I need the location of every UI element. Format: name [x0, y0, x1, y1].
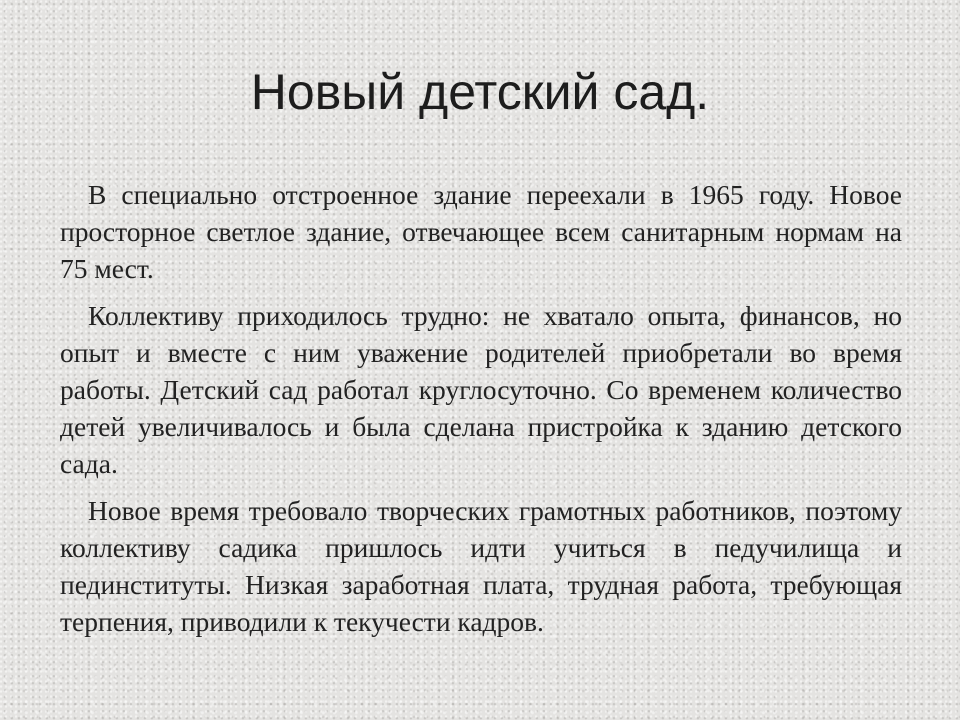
slide-body — [60, 176, 902, 640]
paragraph-staff-difficulties: Коллективу приходилось трудно: не хватало опыта, финансов, но опыт и вместе с ним уважение родителей приобретали во время работы. Детский сад работал круглосуточно. Со временем количество детей увеличивалось и была сделана пристройка к зданию детского сада. — [60, 300, 902, 479]
paragraph-building: В специально отстроенное здание переехали в 1965 году. Новое просторное светлое здание, отвечающее всем санитарным нормам на 75 мест. — [60, 179, 902, 284]
paragraph-education: Новое время требовало творческих грамотных работников, поэтому коллективу садика пришлось идти учиться в педучилища и пединституты. Низкая заработная плата, трудная работа, требующая терпения, приводили к текучести кадров. — [60, 495, 902, 637]
slide-title: Новый детский сад. — [250, 64, 710, 120]
